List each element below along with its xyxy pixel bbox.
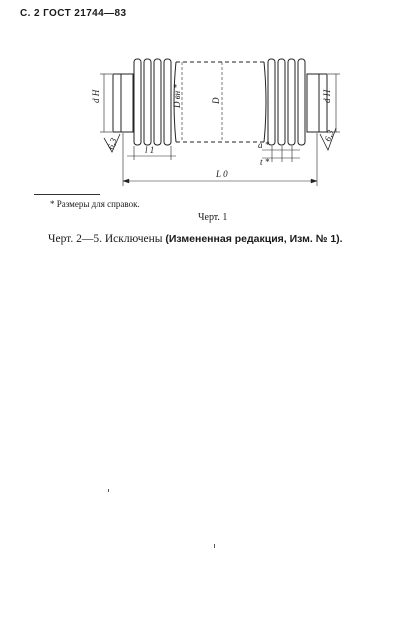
right-convolution-1 xyxy=(268,59,275,145)
label-dH-left: d H xyxy=(91,89,101,103)
label-D: D xyxy=(211,97,221,104)
label-t: t * xyxy=(260,157,270,167)
label-dH-right: d H xyxy=(322,89,332,103)
left-convolution-3 xyxy=(154,59,161,145)
label-roughness-right: 6,3 xyxy=(322,128,336,143)
right-convolution-3 xyxy=(288,59,295,145)
left-convolution-2 xyxy=(144,59,151,145)
right-convolution-4 xyxy=(298,59,305,145)
label-Dbn: D вн * xyxy=(172,84,182,108)
footnote-divider xyxy=(34,194,100,195)
footnote: * Размеры для справок. xyxy=(50,199,140,209)
label-roughness-left: 6,3 xyxy=(105,136,119,151)
page-header: С. 2 ГОСТ 21744—83 xyxy=(20,8,127,19)
label-L0: L 0 xyxy=(216,169,228,179)
revision-note: (Измененная редакция, Изм. № 1). xyxy=(165,233,343,245)
right-convolution-2 xyxy=(278,59,285,145)
left-convolution-1 xyxy=(134,59,141,145)
left-end-fitting xyxy=(113,74,133,132)
label-l1: l 1 xyxy=(145,145,155,155)
figure-caption: Черт. 1 xyxy=(198,212,228,223)
body-paragraph xyxy=(48,233,343,245)
bellows-technical-drawing xyxy=(0,0,416,200)
scan-speck xyxy=(108,489,109,492)
break-right xyxy=(264,62,266,142)
body-text: Черт. 2—5. Исключены xyxy=(48,233,163,245)
scan-speck xyxy=(214,544,215,548)
label-a: a * xyxy=(258,140,270,150)
left-convolution-4 xyxy=(164,59,171,145)
